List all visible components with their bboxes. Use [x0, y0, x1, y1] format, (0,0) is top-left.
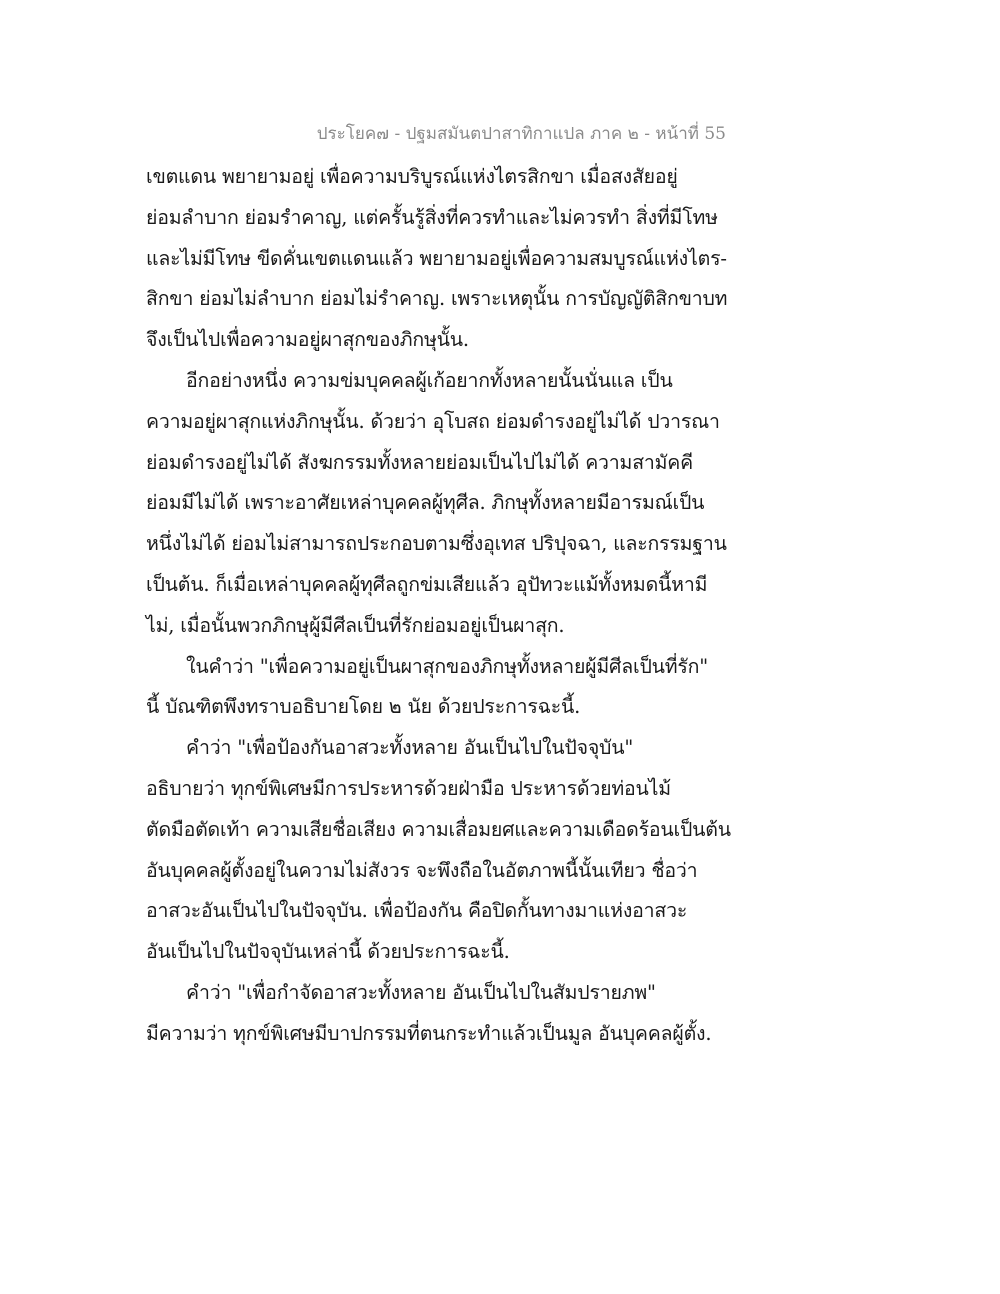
body-text [146, 157, 746, 1055]
paragraph-first-line: อีกอย่างหนึ่ง ความข่มบุคคลผู้เก้อยากทั้งหลายนั้นนั่นแล เป็น [186, 368, 673, 392]
text-line: มีความว่า ทุกข์พิเศษมีบาปกรรมที่ตนกระทำแล้วเป็นมูล อันบุคคลผู้ตั้ง. [146, 1021, 712, 1045]
text-line: สิกขา ย่อมไม่ลำบาก ย่อมไม่รำคาญ. เพราะเหตุนั้น การบัญญัติสิกขาบท [146, 287, 728, 311]
text-line: นี้ บัณฑิตพึงทราบอธิบายโดย ๒ นัย ด้วยประการฉะนี้. [146, 695, 581, 719]
text-line: จึงเป็นไปเพื่อความอยู่ผาสุกของภิกษุนั้น. [146, 328, 469, 352]
text-line: หนึ่งไม่ได้ ย่อมไม่สามารถประกอบตามซึ่งอุเทส ปริปุจฉา, และกรรมฐาน [146, 532, 727, 556]
text-line: ความอยู่ผาสุกแห่งภิกษุนั้น. ด้วยว่า อุโบสถ ย่อมดำรงอยู่ไม่ได้ ปวารณา [146, 409, 720, 433]
text-line: อันบุคคลผู้ตั้งอยู่ในความไม่สังวร จะพึงถือในอัตภาพนี้นั้นเทียว ชื่อว่า [146, 858, 698, 882]
paragraph-first-line: คำว่า "เพื่อป้องกันอาสวะทั้งหลาย อันเป็นไปในปัจจุบัน" [186, 736, 634, 760]
text-line: ไม่, เมื่อนั้นพวกภิกษุผู้มีศีลเป็นที่รักย่อมอยู่เป็นผาสุก. [146, 613, 565, 637]
text-line: และไม่มีโทษ ขีดคั่นเขตแดนแล้ว พยายามอยู่เพื่อความสมบูรณ์แห่งไตร- [146, 246, 727, 270]
paragraph-first-line: คำว่า "เพื่อกำจัดอาสวะทั้งหลาย อันเป็นไปในสัมปรายภพ" [186, 980, 656, 1004]
text-line: อันเป็นไปในปัจจุบันเหล่านี้ ด้วยประการฉะนี้. [146, 940, 510, 964]
running-header: ประโยค๗ - ปฐมสมันตปาสาทิกาแปล ภาค ๒ - หน้าที่ 55 [316, 124, 726, 144]
paragraph-first-line: ในคำว่า "เพื่อความอยู่เป็นผาสุกของภิกษุทั้งหลายผู้มีศีลเป็นที่รัก" [186, 654, 709, 678]
text-line: ย่อมลำบาก ย่อมรำคาญ, แต่ครั้นรู้สิ่งที่ควรทำและไม่ควรทำ สิ่งที่มีโทษ [146, 205, 718, 229]
text-line: เป็นต้น. ก็เมื่อเหล่าบุคคลผู้ทุศีลถูกข่มเสียแล้ว อุปัทวะแม้ทั้งหมดนี้หามี [146, 572, 708, 596]
text-line: อธิบายว่า ทุกข์พิเศษมีการประหารด้วยฝ่ามือ ประหารด้วยท่อนไม้ [146, 776, 671, 800]
text-line: ตัดมือตัดเท้า ความเสียชื่อเสียง ความเสื่อมยศและความเดือดร้อนเป็นต้น [146, 817, 731, 841]
text-line: อาสวะอันเป็นไปในปัจจุบัน. เพื่อป้องกัน คือปิดกั้นทางมาแห่งอาสวะ [146, 899, 688, 923]
text-line: ย่อมดำรงอยู่ไม่ได้ สังฆกรรมทั้งหลายย่อมเป็นไปไม่ได้ ความสามัคคี [146, 450, 693, 474]
text-line: เขตแดน พยายามอยู่ เพื่อความบริบูรณ์แห่งไตรสิกขา เมื่อสงสัยอยู่ [146, 165, 678, 188]
text-line: ย่อมมีไม่ได้ เพราะอาศัยเหล่าบุคคลผู้ทุศีล. ภิกษุทั้งหลายมีอารมณ์เป็น [146, 491, 705, 515]
